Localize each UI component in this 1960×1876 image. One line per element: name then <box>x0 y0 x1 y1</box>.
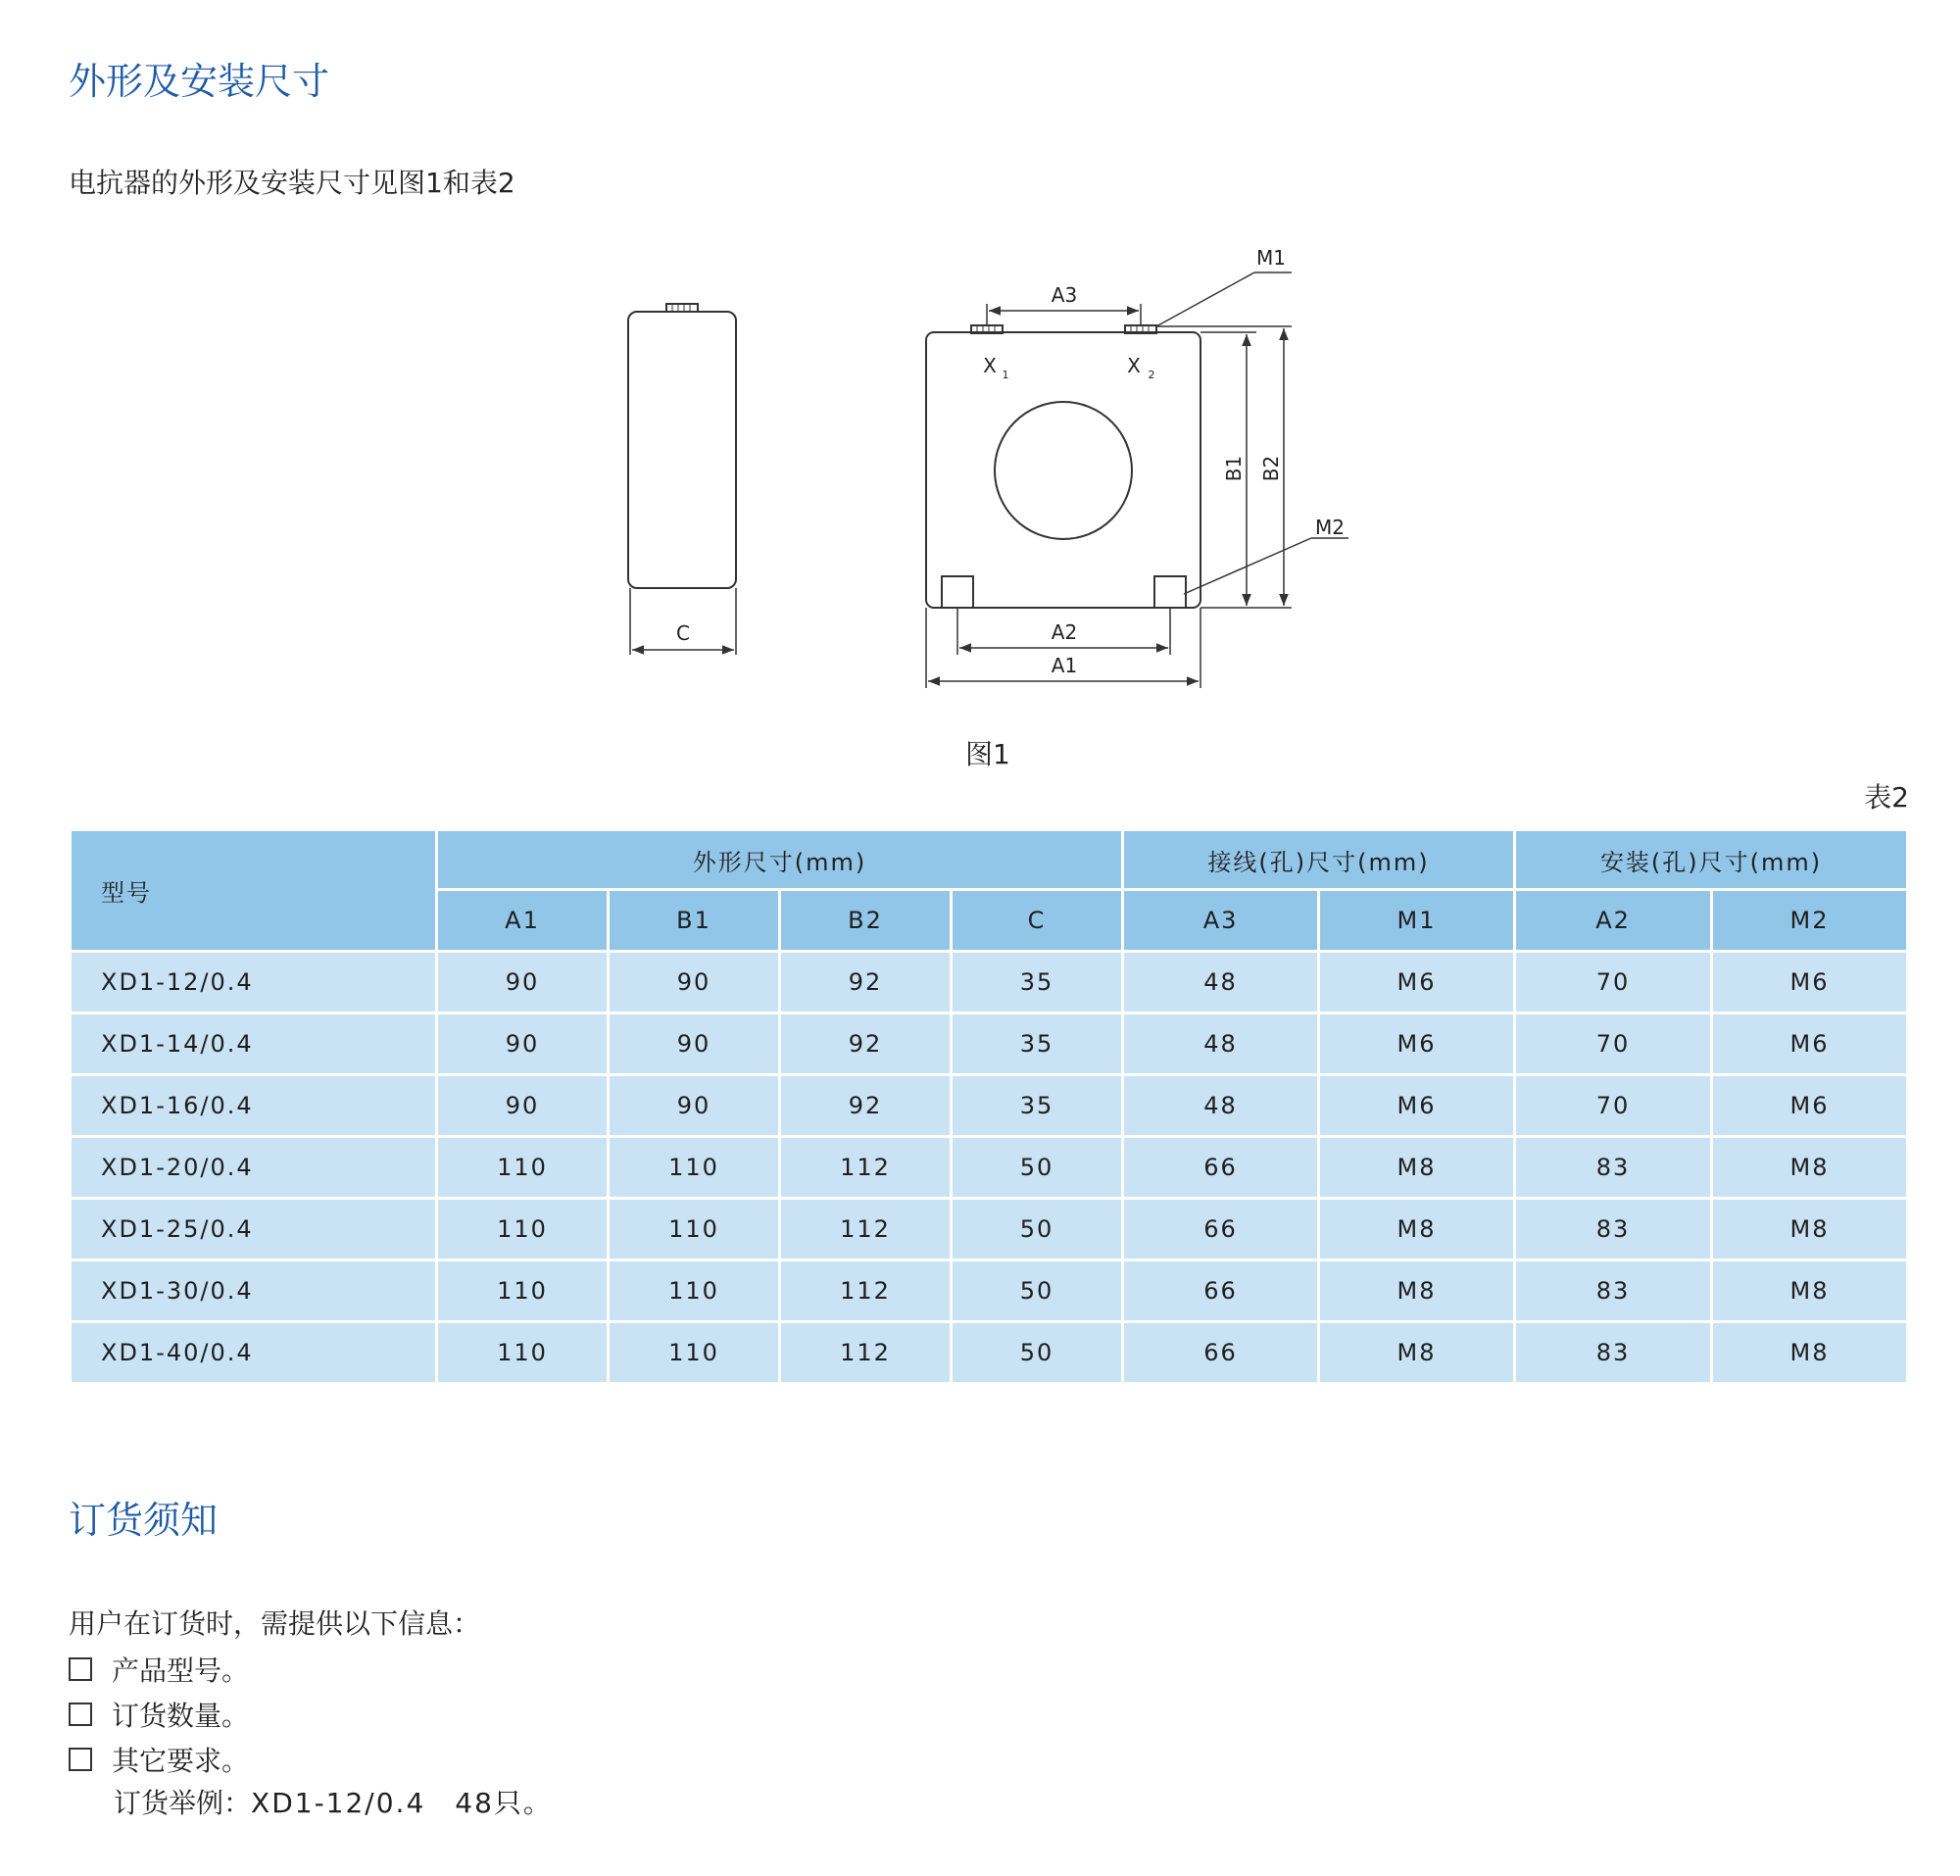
cell-a3: 48 <box>1123 952 1319 1013</box>
m2-leader <box>1184 538 1311 594</box>
cell-b2: 112 <box>780 1137 952 1199</box>
header-m1: M1 <box>1319 890 1515 952</box>
cell-a1: 110 <box>437 1199 609 1260</box>
cell-a1: 110 <box>437 1322 609 1384</box>
dimension-table <box>69 828 1909 1385</box>
table-caption: 表2 <box>1864 781 1909 814</box>
table-row <box>71 1322 1908 1384</box>
checkbox-icon <box>69 1703 92 1726</box>
cell-a3: 48 <box>1123 1075 1319 1137</box>
cell-m2: M6 <box>1712 1075 1908 1137</box>
cell-b1: 110 <box>609 1137 780 1199</box>
cell-model: XD1-30/0.4 <box>71 1260 437 1322</box>
mounting-foot-left <box>942 576 973 608</box>
checklist-item-label: 其它要求。 <box>112 1745 250 1777</box>
label-a2: A2 <box>1051 620 1078 644</box>
cell-b2: 92 <box>780 952 952 1013</box>
order-example-label: 订货举例： <box>114 1787 252 1819</box>
cell-b1: 90 <box>609 952 780 1013</box>
cell-b2: 92 <box>780 1075 952 1137</box>
side-view-body <box>628 312 736 588</box>
header-group-wiring: 接线(孔)尺寸(mm) <box>1123 830 1515 890</box>
header-model: 型号 <box>71 830 437 952</box>
table-body <box>71 952 1908 1384</box>
cell-m1: M8 <box>1319 1199 1515 1260</box>
center-hole <box>995 402 1132 539</box>
cell-c: 35 <box>952 952 1123 1013</box>
cell-m2: M8 <box>1712 1260 1908 1322</box>
order-example-value: XD1-12/0.4 48只。 <box>251 1787 553 1819</box>
side-view-terminal <box>666 304 698 312</box>
header-group-mounting: 安装(孔)尺寸(mm) <box>1515 830 1908 890</box>
cell-m1: M8 <box>1319 1137 1515 1199</box>
cell-b1: 110 <box>609 1260 780 1322</box>
cell-c: 50 <box>952 1322 1123 1384</box>
checklist-item <box>69 1692 249 1737</box>
figure-caption: 图1 <box>965 738 1010 770</box>
cell-c: 50 <box>952 1199 1123 1260</box>
header-a2: A2 <box>1515 890 1712 952</box>
cell-m2: M8 <box>1712 1137 1908 1199</box>
label-x2-sub: 2 <box>1148 369 1155 381</box>
cell-m1: M8 <box>1319 1322 1515 1384</box>
cell-m1: M6 <box>1319 1013 1515 1075</box>
order-checklist <box>69 1647 249 1782</box>
table-row <box>71 1260 1908 1322</box>
cell-b2: 112 <box>780 1199 952 1260</box>
section-title-order: 订货须知 <box>69 1499 219 1542</box>
cell-model: XD1-12/0.4 <box>71 952 437 1013</box>
order-intro: 用户在订货时，需提供以下信息： <box>69 1607 481 1640</box>
mounting-foot-right <box>1154 576 1186 608</box>
cell-a1: 90 <box>437 1075 609 1137</box>
cell-c: 35 <box>952 1013 1123 1075</box>
m1-leader <box>1156 272 1254 326</box>
label-b2: B2 <box>1259 455 1283 482</box>
cell-model: XD1-20/0.4 <box>71 1137 437 1199</box>
checklist-item-label: 产品型号。 <box>112 1654 250 1687</box>
label-x1: X <box>983 354 997 377</box>
cell-b1: 110 <box>609 1199 780 1260</box>
cell-model: XD1-16/0.4 <box>71 1075 437 1137</box>
cell-m1: M6 <box>1319 1075 1515 1137</box>
cell-m2: M8 <box>1712 1199 1908 1260</box>
cell-b2: 112 <box>780 1322 952 1384</box>
label-a1: A1 <box>1051 654 1078 677</box>
cell-m2: M6 <box>1712 952 1908 1013</box>
cell-a2: 70 <box>1515 1075 1712 1137</box>
table-row <box>71 1199 1908 1260</box>
table-row <box>71 1013 1908 1075</box>
label-c: C <box>676 621 690 645</box>
cell-m1: M8 <box>1319 1260 1515 1322</box>
cell-b2: 92 <box>780 1013 952 1075</box>
cell-a2: 83 <box>1515 1322 1712 1384</box>
section-title-dimensions: 外形及安装尺寸 <box>69 60 330 103</box>
label-a3: A3 <box>1051 283 1078 307</box>
header-group-outline: 外形尺寸(mm) <box>437 830 1123 890</box>
table-row <box>71 1075 1908 1137</box>
table-row <box>71 1137 1908 1199</box>
checkbox-icon <box>69 1748 92 1771</box>
cell-a2: 83 <box>1515 1199 1712 1260</box>
cell-m2: M8 <box>1712 1322 1908 1384</box>
cell-b1: 90 <box>609 1013 780 1075</box>
cell-a3: 66 <box>1123 1260 1319 1322</box>
cell-a2: 70 <box>1515 952 1712 1013</box>
order-example <box>114 1782 553 1821</box>
cell-a3: 66 <box>1123 1137 1319 1199</box>
cell-m1: M6 <box>1319 952 1515 1013</box>
header-a1: A1 <box>437 890 609 952</box>
cell-a1: 90 <box>437 1013 609 1075</box>
label-m2: M2 <box>1315 516 1345 539</box>
cell-a1: 110 <box>437 1137 609 1199</box>
cell-a2: 83 <box>1515 1137 1712 1199</box>
checklist-item-label: 订货数量。 <box>112 1700 250 1732</box>
cell-a1: 110 <box>437 1260 609 1322</box>
cell-c: 35 <box>952 1075 1123 1137</box>
cell-model: XD1-14/0.4 <box>71 1013 437 1075</box>
header-m2: M2 <box>1712 890 1908 952</box>
cell-b2: 112 <box>780 1260 952 1322</box>
header-b1: B1 <box>609 890 780 952</box>
header-a3: A3 <box>1123 890 1319 952</box>
label-m1: M1 <box>1256 246 1286 270</box>
header-c: C <box>952 890 1123 952</box>
cell-b1: 110 <box>609 1322 780 1384</box>
label-x2: X <box>1127 354 1141 377</box>
cell-a3: 66 <box>1123 1322 1319 1384</box>
cell-a2: 83 <box>1515 1260 1712 1322</box>
intro-text: 电抗器的外形及安装尺寸见图1和表2 <box>69 167 515 199</box>
cell-a2: 70 <box>1515 1013 1712 1075</box>
cell-model: XD1-40/0.4 <box>71 1322 437 1384</box>
front-view-body <box>926 332 1200 608</box>
header-b2: B2 <box>780 890 952 952</box>
cell-model: XD1-25/0.4 <box>71 1199 437 1260</box>
label-x1-sub: 1 <box>1002 369 1009 381</box>
outline-drawing <box>0 0 1960 725</box>
cell-a3: 66 <box>1123 1199 1319 1260</box>
cell-c: 50 <box>952 1137 1123 1199</box>
checklist-item <box>69 1737 249 1782</box>
label-b1: B1 <box>1222 455 1246 482</box>
checkbox-icon <box>69 1657 92 1681</box>
cell-m2: M6 <box>1712 1013 1908 1075</box>
checklist-item <box>69 1647 249 1692</box>
cell-c: 50 <box>952 1260 1123 1322</box>
cell-a3: 48 <box>1123 1013 1319 1075</box>
table-row <box>71 952 1908 1013</box>
cell-b1: 90 <box>609 1075 780 1137</box>
cell-a1: 90 <box>437 952 609 1013</box>
